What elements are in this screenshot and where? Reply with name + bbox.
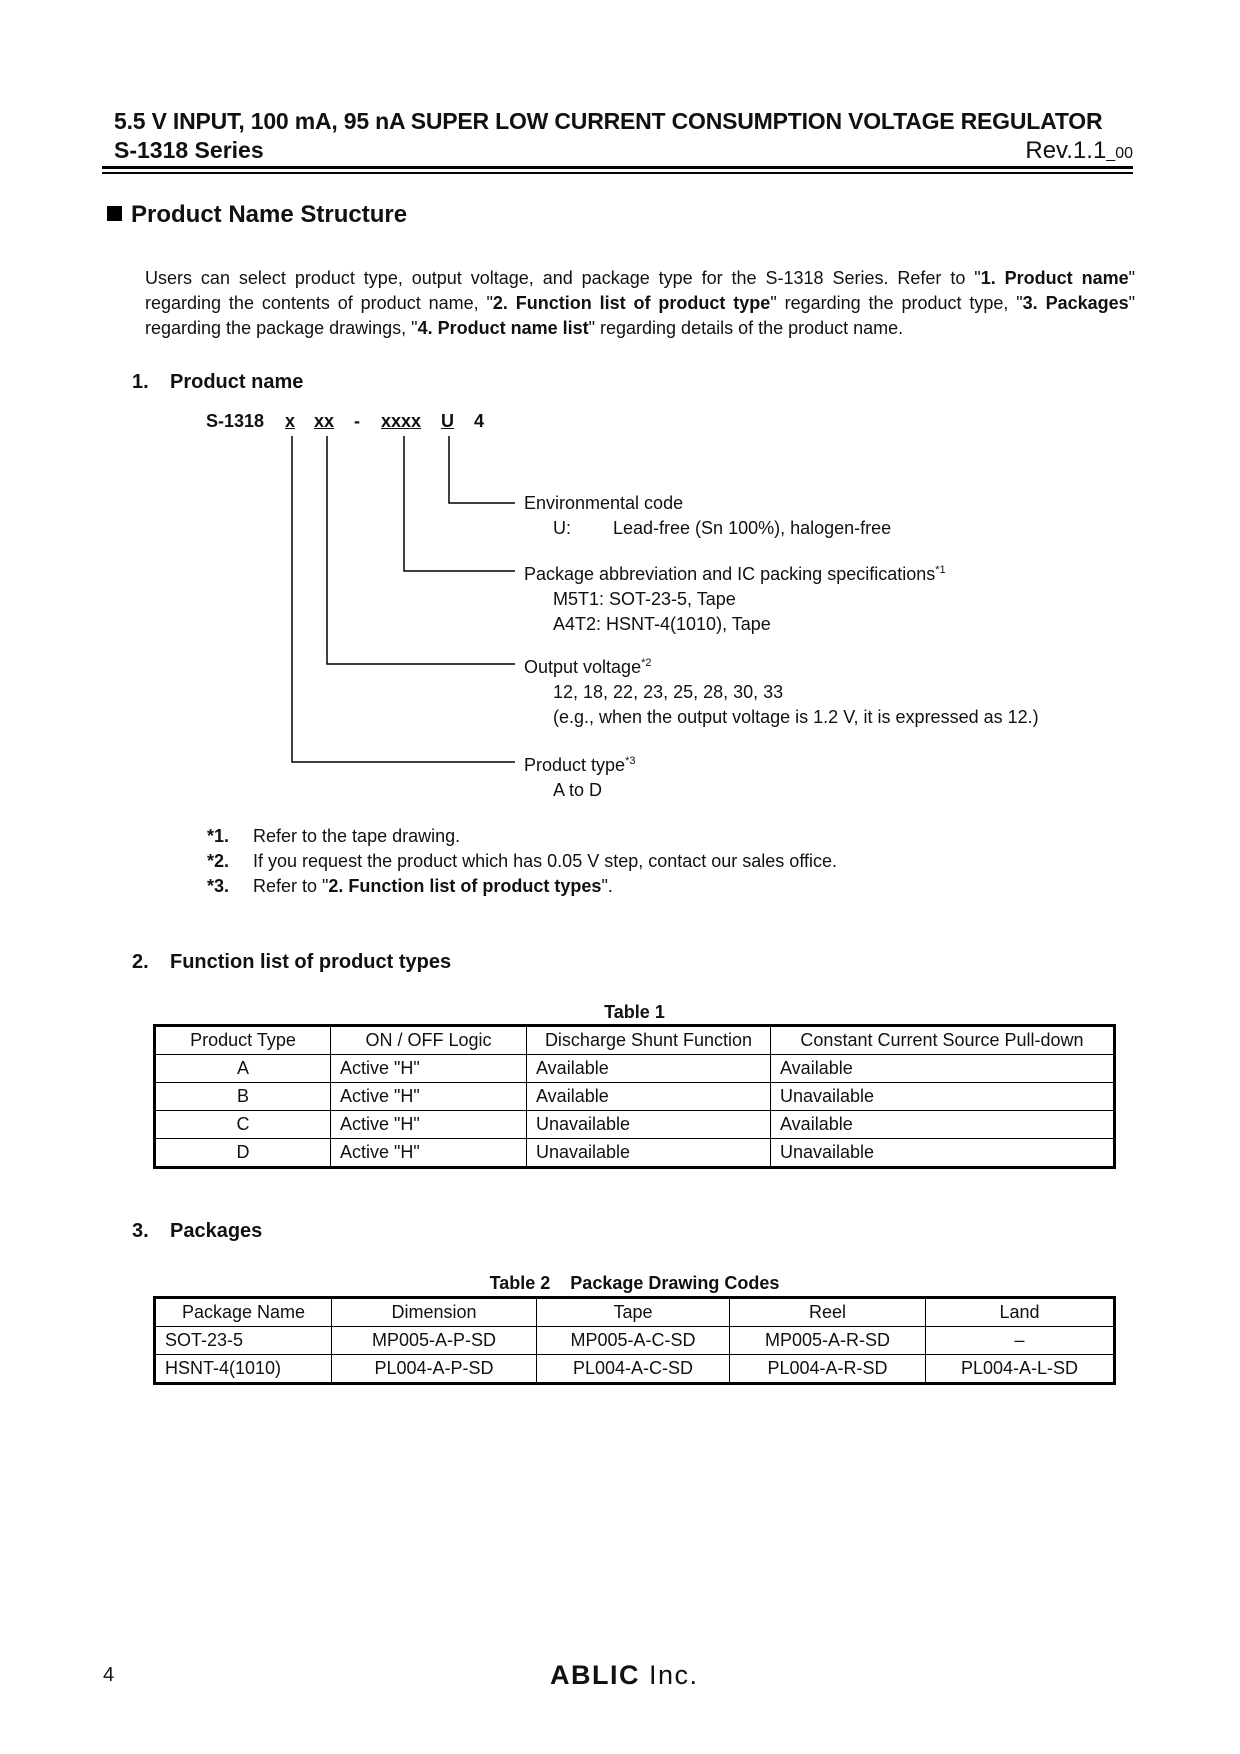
table-header: Tape <box>537 1298 730 1327</box>
table-cell: Available <box>771 1111 1115 1139</box>
table-header: Land <box>926 1298 1115 1327</box>
code-environmental: U <box>441 411 454 431</box>
table-header: Constant Current Source Pull-down <box>771 1026 1115 1055</box>
desc-label: Environmental code <box>524 493 684 513</box>
table-cell: PL004-A-P-SD <box>332 1355 537 1384</box>
desc-label: Package abbreviation and IC packing specifications <box>524 564 936 584</box>
footnote-ref: *2 <box>641 657 652 669</box>
table-header-row <box>155 1026 1115 1055</box>
revision-main: Rev.1.1 <box>1025 137 1107 164</box>
environmental-code-desc <box>524 491 1084 541</box>
footnote-ref: *1 <box>935 564 946 576</box>
table-cell: Active "H" <box>331 1083 527 1111</box>
subsection-heading-packages <box>132 1220 262 1243</box>
table-cell: Available <box>527 1083 771 1111</box>
code-dash: - <box>354 411 360 431</box>
table-header-row <box>155 1298 1115 1327</box>
logo-brand: ABLIC <box>550 1660 640 1690</box>
table-row <box>155 1083 1115 1111</box>
footnote-key: *3. <box>207 876 230 896</box>
table-cell: D <box>155 1139 331 1168</box>
table-header: Package Name <box>155 1298 332 1327</box>
subsection-title: Packages <box>170 1220 263 1242</box>
function-list-table <box>153 1024 1116 1169</box>
desc-line: A4T2: HSNT-4(1010), Tape <box>553 614 771 634</box>
connector-output-voltage <box>327 436 515 664</box>
intro-text: Users can select product type, output voltage, and package type for the S-1318 Series. Refer to " <box>145 268 981 288</box>
desc-line: A to D <box>553 780 603 800</box>
desc-label-line <box>524 651 1124 680</box>
table-cell: Unavailable <box>527 1139 771 1168</box>
intro-text: " regarding the package drawings, " <box>145 293 1136 338</box>
footnote-key: *2. <box>207 851 230 871</box>
footnote-key: *1. <box>207 826 230 846</box>
desc-line: M5T1: SOT-23-5, Tape <box>553 589 736 609</box>
table-cell: – <box>926 1327 1115 1355</box>
output-voltage-desc <box>524 651 1124 730</box>
intro-ref: 3. Packages <box>1022 293 1129 313</box>
footnote <box>207 826 460 847</box>
package-abbreviation-desc <box>524 558 1124 637</box>
footnote-text: Refer to " <box>253 876 329 896</box>
table-row <box>155 1139 1115 1168</box>
table-cell: Active "H" <box>331 1111 527 1139</box>
code-product-type: x <box>285 411 296 431</box>
footnote-text: Refer to the tape drawing. <box>253 826 461 846</box>
footnote-text: ". <box>601 876 613 896</box>
table-cell: Unavailable <box>771 1083 1115 1111</box>
revision-sub: _00 <box>1106 145 1133 162</box>
document-title: 5.5 V INPUT, 100 mA, 95 nA SUPER LOW CURRENT CONSUMPTION VOLTAGE REGULATOR <box>114 108 1103 134</box>
subsection-number: 3. <box>132 1220 149 1242</box>
desc-value: Lead-free (Sn 100%), halogen-free <box>613 518 892 538</box>
footnote-ref: *3 <box>625 755 636 767</box>
table-row <box>155 1111 1115 1139</box>
desc-label-line <box>524 749 1124 778</box>
table-cell: Available <box>771 1055 1115 1083</box>
table-cell: Active "H" <box>331 1139 527 1168</box>
code-prefix: S-1318 <box>206 411 265 431</box>
subsection-number: 2. <box>132 951 149 973</box>
footnote <box>207 876 613 897</box>
table-cell: PL004-A-L-SD <box>926 1355 1115 1384</box>
table-cell: HSNT-4(1010) <box>155 1355 332 1384</box>
subsection-number: 1. <box>132 371 149 393</box>
company-logo <box>550 1660 699 1691</box>
desc-label: Product type <box>524 755 626 775</box>
footnote-text: If you request the product which has 0.05 V step, contact our sales office. <box>253 851 838 871</box>
table-cell: Available <box>527 1055 771 1083</box>
table-row <box>155 1055 1115 1083</box>
table-row <box>155 1327 1115 1355</box>
intro-ref: 4. Product name list <box>417 318 589 338</box>
table-cell: Unavailable <box>771 1139 1115 1168</box>
table-cell: SOT-23-5 <box>155 1327 332 1355</box>
intro-ref: 2. Function list of product type <box>492 293 771 313</box>
table-header: Reel <box>730 1298 926 1327</box>
series-name: S-1318 Series <box>114 137 264 163</box>
table-cell: A <box>155 1055 331 1083</box>
table-caption: Table 1 <box>604 1002 665 1022</box>
code-package: xxxx <box>381 411 422 431</box>
table-cell: MP005-A-P-SD <box>332 1327 537 1355</box>
intro-text: " regarding the product type, " <box>770 293 1023 313</box>
table-cell: MP005-A-R-SD <box>730 1327 926 1355</box>
table-header: Dimension <box>332 1298 537 1327</box>
table-cell: PL004-A-R-SD <box>730 1355 926 1384</box>
code-suffix: 4 <box>474 411 485 431</box>
desc-label: Output voltage <box>524 657 642 677</box>
table-cell: Active "H" <box>331 1055 527 1083</box>
subsection-heading-function-list <box>132 951 451 974</box>
subsection-title: Product name <box>170 371 304 393</box>
table-cell: Unavailable <box>527 1111 771 1139</box>
table-cell: B <box>155 1083 331 1111</box>
table-row <box>155 1355 1115 1384</box>
subsection-title: Function list of product types <box>170 951 452 973</box>
table-caption: Table 2 Package Drawing Codes <box>489 1273 780 1293</box>
connector-environmental <box>449 436 515 503</box>
intro-ref: 1. Product name <box>980 268 1129 288</box>
desc-label-line <box>524 558 1124 587</box>
section-title-text: Product Name Structure <box>131 201 408 228</box>
table-cell: PL004-A-C-SD <box>537 1355 730 1384</box>
page-number: 4 <box>103 1664 115 1686</box>
desc-key: U: <box>553 518 571 538</box>
desc-line <box>524 516 1084 541</box>
product-type-desc <box>524 749 1124 803</box>
table-cell: C <box>155 1111 331 1139</box>
intro-text: " regarding details of the product name. <box>588 318 904 338</box>
table-header: Product Type <box>155 1026 331 1055</box>
logo-suffix: Inc. <box>640 1660 699 1690</box>
intro-text: " regarding the contents of product name, " <box>145 268 1135 313</box>
desc-line: (e.g., when the output voltage is 1.2 V, it is expressed as 12.) <box>553 707 1039 727</box>
footnote-ref-text: 2. Function list of product types <box>328 876 602 896</box>
table-header: Discharge Shunt Function <box>527 1026 771 1055</box>
package-drawing-codes-table <box>153 1296 1116 1385</box>
desc-line: 12, 18, 22, 23, 25, 28, 30, 33 <box>553 682 784 702</box>
table-header: ON / OFF Logic <box>331 1026 527 1055</box>
code-output-voltage: xx <box>314 411 335 431</box>
footnote <box>207 851 837 872</box>
table-cell: MP005-A-C-SD <box>537 1327 730 1355</box>
